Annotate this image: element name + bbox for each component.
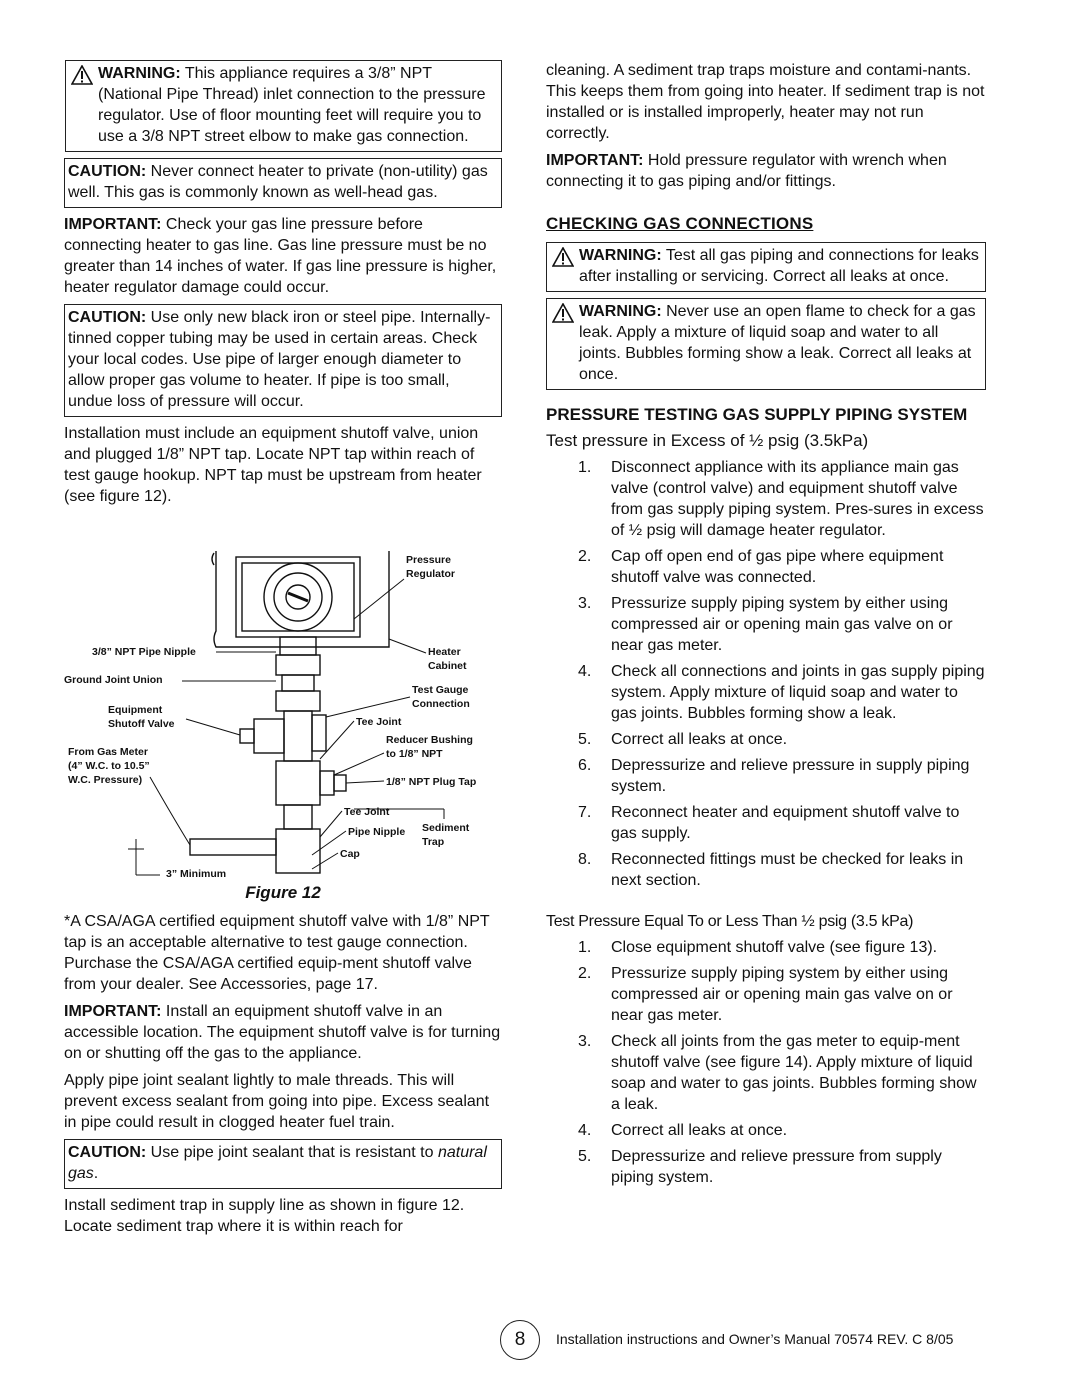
warning-triangle-icon [71,65,93,85]
label-cap: Cap [340,848,360,860]
heading-checking-gas: CHECKING GAS CONNECTIONS [546,214,814,233]
list-item-text: Pressurize supply piping system by either using compressed air or opening main gas valve on or near gas meter. [611,595,953,654]
caution-label: CAUTION: [68,309,147,326]
list-item-text: Pressurize supply piping system by either using compressed air or opening main gas valve on or near gas meter. [611,965,953,1024]
list-item [546,1031,986,1115]
right-column [546,60,986,1193]
label-pipe-nipple: 3/8” NPT Pipe Nipple [92,646,196,658]
important-pressure [64,214,502,298]
heading-pressure-testing: PRESSURE TESTING GAS SUPPLY PIPING SYSTEM [546,405,968,424]
list-item-number: 3. [578,595,592,612]
caution-end: . [93,1165,99,1182]
important-shutoff [64,1001,502,1064]
figure-12-diagram [64,519,502,879]
caution-box-pipe [64,304,502,417]
list-item [546,802,986,844]
list-item-number: 1. [578,459,592,476]
label-3-minimum: 3” Minimum [166,868,227,879]
paragraph-sediment: Install sediment trap in supply line as shown in figure 12. Locate sediment trap where it is within reach for [64,1197,465,1235]
caution-label: CAUTION: [68,163,147,180]
caution-label: CAUTION: [68,1144,147,1161]
warning-label: WARNING: [579,247,662,264]
list-item [546,1120,986,1141]
list-item [546,755,986,797]
list-item-number: 8. [578,851,592,868]
important-text: Hold pressure regulator with wrench when connecting it to gas piping and/or fittings. [546,152,947,190]
list-item-number: 3. [578,1033,592,1050]
warning-label: WARNING: [579,303,662,320]
list-item-text: Correct all leaks at once. [611,1122,788,1139]
page-footer [500,1320,1060,1360]
list-item [546,729,986,750]
subheading-excess: Test pressure in Excess of ½ psig (3.5kPa) [546,431,869,450]
list-item-text: Correct all leaks at once. [611,731,788,748]
paragraph-shutoff: Installation must include an equipment shutoff valve, union and plugged 1/8” NPT tap. Locate NPT tap within reach of test gauge hookup. NPT tap must be upstream from heater (see figure 12). [64,425,482,505]
list-item-text: Check all connections and joints in gas supply piping system. Apply mixture of liquid soap and water to gas joints. Bubbles forming show a leak. [611,663,985,722]
list-item-number: 5. [578,731,592,748]
label-sediment-trap: Sediment Trap [422,822,470,848]
paragraph-csa: *A CSA/AGA certified equipment shutoff valve with 1/8” NPT tap is an acceptable alternative to test gauge connection. Purchase the CSA/AGA certified equip-ment shutoff valve from your dealer. See Accessories, page 17. [64,913,490,993]
paragraph-sealant: Apply pipe joint sealant lightly to male threads. This will prevent excess sealant from going into pipe. Excess sealant in pipe could result in clogged heater fuel train. [64,1072,490,1131]
important-label: IMPORTANT: [64,216,162,233]
list-item [546,1146,986,1188]
caution-text: Use pipe joint sealant that is resistant to [150,1144,434,1161]
warning-label: WARNING: [98,65,181,82]
steps-excess-list [546,457,986,891]
caution-text: Use only new black iron or steel pipe. Internally-tinned copper tubing may be used in certain areas. Check your local codes. Use pipe of larger enough diameter to allow proper gas volume to heater. If pipe is too small, undue loss of pressure will occur. [68,309,491,410]
list-item-number: 5. [578,1148,592,1165]
list-item-number: 4. [578,1122,592,1139]
important-text: Install an equipment shutoff valve in an accessible location. The equipment shutoff valve is for turning on or shutting off the gas to the appliance. [64,1003,501,1062]
list-item [546,963,986,1026]
list-item-number: 1. [578,939,592,956]
pipe-diagram [64,519,502,879]
list-item [546,593,986,656]
label-heater-cabinet: Heater Cabinet [428,646,467,672]
label-ground-joint-union: Ground Joint Union [64,674,163,686]
list-item [546,546,986,588]
list-item-number: 7. [578,804,592,821]
page-number: 8 [500,1320,540,1360]
label-pipe-nipple-lower: Pipe Nipple [348,826,406,838]
list-item-text: Reconnect heater and equipment shutoff valve to gas supply. [611,804,960,842]
important-text: Check your gas line pressure before connecting heater to gas line. Gas line pressure must be no greater than 14 inches of water. If gas line pressure is higher, heater regulator damage could occur. [64,216,497,296]
important-label: IMPORTANT: [546,152,644,169]
important-label: IMPORTANT: [64,1003,162,1020]
warning-text: This appliance requires a 3/8” NPT (National Pipe Thread) inlet connection to the pressure regulator. Use of floor mounting feet will require you to use a 3/8 NPT street elbow to make gas connection. [98,65,486,145]
list-item-text: Reconnected fittings must be checked for leaks in next section. [611,851,964,889]
list-item-text: Cap off open end of gas pipe where equipment shutoff valve was connected. [611,548,944,586]
warning-box-npt [65,60,502,152]
label-test-gauge: Test Gauge Connection [412,684,470,710]
label-reducer-bushing: Reducer Bushing to 1/8” NPT [386,734,473,760]
warning-triangle-icon [552,303,574,323]
steps-equal-list [546,937,986,1188]
list-item [546,661,986,724]
label-tee-joint-lower: Tee Joint [344,806,390,818]
caution-box-well [64,158,502,208]
caution-italic: natural gas [68,1144,487,1182]
warning-triangle-icon [552,247,574,267]
list-item [546,849,986,891]
paragraph-cleaning: cleaning. A sediment trap traps moisture and contami-nants. This keeps them from going into heater. If sediment trap is not installed or is installed improperly, heater may not run correctly. [546,62,985,142]
label-tee-joint-upper: Tee Joint [356,716,402,728]
list-item [546,457,986,541]
list-item-text: Disconnect appliance with its appliance main gas valve (control valve) and equipment shutoff valve from gas supply piping system. Pres-sures in excess of ½ psig will damage heater regulator. [611,459,984,539]
important-wrench [546,150,986,192]
list-item-number: 2. [578,548,592,565]
warning-text: Never use an open flame to check for a gas leak. Apply a mixture of liquid soap and water to all joints. Bubbles forming show a leak. Correct all leaks at once. [579,303,976,383]
figure-caption: Figure 12 [245,883,321,902]
list-item [546,937,986,958]
label-pressure-regulator: Pressure Regulator [406,554,456,580]
list-item-text: Check all joints from the gas meter to equip-ment shutoff valve (see figure 14). Apply mixture of liquid soap and water to gas joints. Bubbles forming show a leak. [611,1033,977,1113]
list-item-text: Depressurize and relieve pressure in supply piping system. [611,757,970,795]
list-item-text: Depressurize and relieve pressure from supply piping system. [611,1148,942,1186]
subheading-equal-less: Test Pressure Equal To or Less Than ½ psig (3.5 kPa) [546,913,914,930]
warning-box-flame [546,298,986,390]
list-item-number: 2. [578,965,592,982]
footer-text: Installation instructions and Owner’s Manual 70574 REV. C 8/05 [556,1331,954,1347]
label-from-gas-meter: From Gas Meter (4” W.C. to 10.5” W.C. Pressure) [68,746,150,786]
left-column [64,60,502,1243]
label-plug-tap: 1/8” NPT Plug Tap [386,776,477,788]
caution-text: Never connect heater to private (non-utility) gas well. This gas is commonly known as well-head gas. [68,163,488,201]
list-item-text: Close equipment shutoff valve (see figure 13). [611,939,938,956]
list-item-number: 4. [578,663,592,680]
warning-text: Test all gas piping and connections for leaks after installing or servicing. Correct all leaks at once. [579,247,979,285]
caution-box-sealant [64,1139,502,1189]
list-item-number: 6. [578,757,592,774]
warning-box-test [546,242,986,292]
label-equipment-shutoff: Equipment Shutoff Valve [108,704,175,730]
